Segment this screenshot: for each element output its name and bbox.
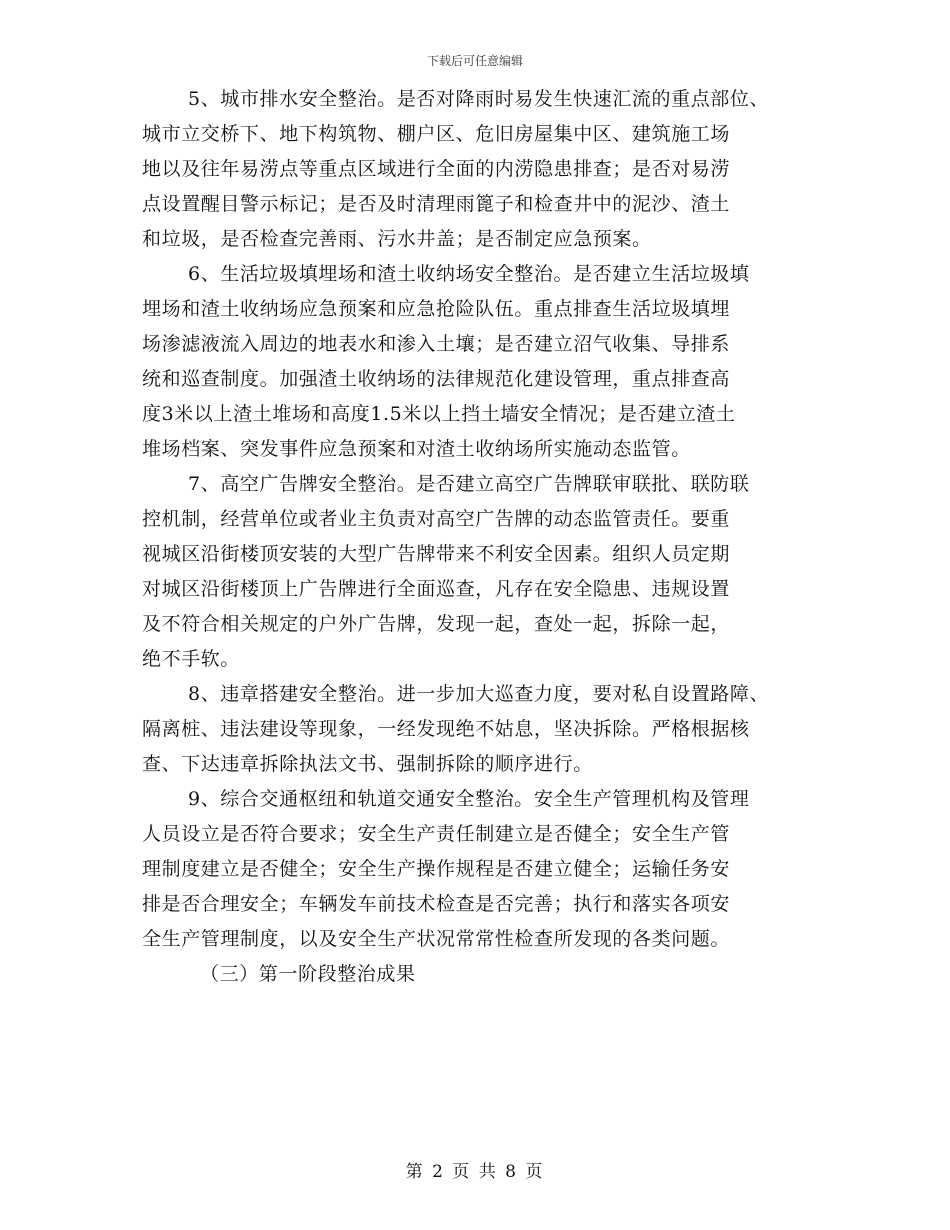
page-number: 第 2 页 共 8 页 bbox=[405, 1162, 545, 1182]
paragraph-7-line-1: 7、高空广告牌安全整治。是否建立高空广告牌联审联批、联防联 bbox=[188, 473, 750, 495]
page-header: 下载后可任意编辑 bbox=[426, 54, 523, 68]
paragraph-8-line-3: 查、下达违章拆除执法文书、强制拆除的顺序进行。 bbox=[142, 753, 593, 775]
paragraph-7-line-3: 视城区沿街楼顶安装的大型广告牌带来不利安全因素。组织人员定期 bbox=[142, 543, 731, 565]
section-heading: （三）第一阶段整治成果 bbox=[200, 963, 416, 985]
paragraph-8-line-1: 8、违章搭建安全整治。进一步加大巡查力度，要对私自设置路障、 bbox=[188, 683, 770, 705]
paragraph-7-line-6: 绝不手软。 bbox=[142, 648, 241, 670]
paragraph-6-line-2: 埋场和渣土收纳场应急预案和应急抢险队伍。重点排查生活垃圾填埋 bbox=[142, 298, 731, 320]
paragraph-5-line-4: 点设置醒目警示标记；是否及时清理雨篦子和检查井中的泥沙、渣土 bbox=[142, 193, 731, 215]
paragraph-6-line-3: 场渗滤液流入周边的地表水和渗入土壤；是否建立沼气收集、导排系 bbox=[142, 333, 731, 355]
paragraph-5-line-5: 和垃圾，是否检查完善雨、污水井盖；是否制定应急预案。 bbox=[142, 228, 652, 250]
paragraph-9-line-5: 全生产管理制度，以及安全生产状况常常性检查所发现的各类问题。 bbox=[142, 928, 731, 950]
paragraph-6-line-1: 6、生活垃圾填埋场和渣土收纳场安全整治。是否建立生活垃圾填 bbox=[188, 263, 750, 285]
paragraph-8-line-2: 隔离桩、违法建设等现象，一经发现绝不姑息，坚决拆除。严格根据核 bbox=[142, 718, 750, 740]
paragraph-9-line-3: 理制度建立是否健全；安全生产操作规程是否建立健全；运输任务安 bbox=[142, 858, 731, 880]
paragraph-5-line-3: 地以及往年易涝点等重点区域进行全面的内涝隐患排查；是否对易涝 bbox=[142, 158, 731, 180]
paragraph-9-line-4: 排是否合理安全；车辆发车前技术检查是否完善；执行和落实各项安 bbox=[142, 893, 731, 915]
paragraph-6-line-6: 堆场档案、突发事件应急预案和对渣土收纳场所实施动态监管。 bbox=[142, 438, 691, 460]
paragraph-6-line-5: 度3米以上渣土堆场和高度1.5米以上挡土墙安全情况；是否建立渣土 bbox=[142, 403, 736, 425]
paragraph-7-line-2: 控机制，经营单位或者业主负责对高空广告牌的动态监管责任。要重 bbox=[142, 508, 731, 530]
paragraph-7-line-4: 对城区沿街楼顶上广告牌进行全面巡查，凡存在安全隐患、违规设置 bbox=[142, 578, 731, 600]
paragraph-6-line-4: 统和巡查制度。加强渣土收纳场的法律规范化建设管理，重点排查高 bbox=[142, 368, 731, 390]
paragraph-5-line-2: 城市立交桥下、地下构筑物、棚户区、危旧房屋集中区、建筑施工场 bbox=[142, 123, 731, 145]
document-body bbox=[142, 82, 822, 992]
paragraph-7-line-5: 及不符合相关规定的户外广告牌，发现一起，查处一起，拆除一起， bbox=[142, 613, 731, 635]
paragraph-9-line-1: 9、综合交通枢纽和轨道交通安全整治。安全生产管理机构及管理 bbox=[188, 788, 750, 810]
paragraph-9-line-2: 人员设立是否符合要求；安全生产责任制建立是否健全；安全生产管 bbox=[142, 823, 731, 845]
paragraph-5-line-1: 5、城市排水安全整治。是否对降雨时易发生快速汇流的重点部位、 bbox=[188, 88, 770, 110]
